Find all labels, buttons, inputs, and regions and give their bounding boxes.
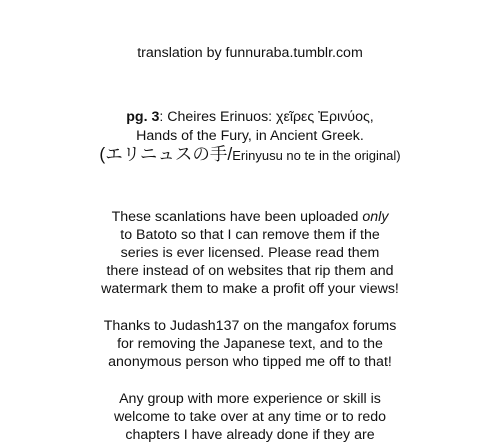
thanks-line-3: anonymous person who tipped me off to that!	[108, 354, 392, 370]
thanks-line-1: Thanks to Judash137 on the mangafox forums	[103, 318, 397, 334]
credit-line: translation by funnuraba.tumblr.com	[137, 45, 363, 61]
note-romaji: Erinyusu no te in the original)	[232, 148, 401, 163]
note-line-3	[0, 145, 500, 165]
note-line-1-text: : Cheires Erinuos: χεῖρες Ἐρινύος,	[159, 109, 374, 125]
scanlation-line-4: there instead of on websites that rip them and	[106, 263, 394, 279]
group-line-2: welcome to take over at any time or to redo	[113, 409, 387, 425]
page-label: pg. 3	[126, 109, 160, 125]
scanlation-line-1	[0, 208, 500, 226]
group-line-3: chapters I have already done if they are	[125, 427, 375, 443]
scanlation-line-5: watermark them to make a profit off your views!	[101, 281, 399, 297]
note-line-2: Hands of the Fury, in Ancient Greek.	[136, 128, 364, 144]
scanlation-line-2: to Batoto so that I can remove them if the	[120, 227, 380, 243]
scanlation-emphasis: only	[362, 209, 389, 225]
note-line-1	[0, 108, 500, 126]
scanlation-line-1-text: These scanlations have been uploaded	[111, 209, 363, 225]
scanlation-line-3: series is ever licensed. Please read them	[120, 245, 380, 261]
group-line-1: Any group with more experience or skill is	[119, 391, 381, 407]
thanks-line-2: for removing the Japanese text, and to the	[117, 336, 383, 352]
note-japanese: (エリニュスの手/	[99, 144, 233, 164]
